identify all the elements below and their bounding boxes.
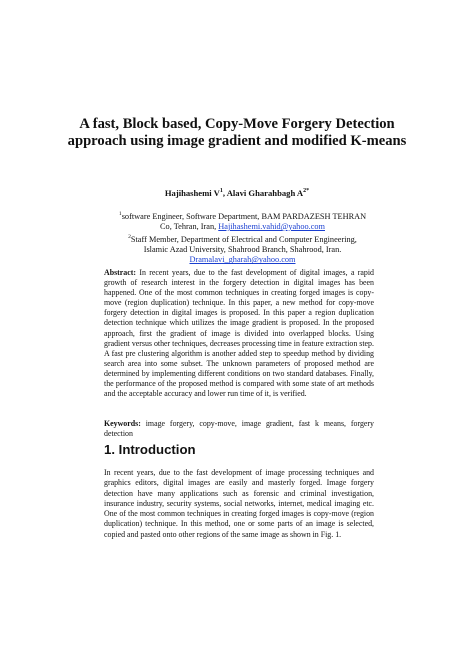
author-line (60, 188, 414, 198)
abstract-paragraph-2: A fast pre clustering algorithm is another added step to speedup method by dividing search area into some subset. The unknown parameters of proposed method are determined by implementing different conditions on two standard databases. Finally, the performance of the proposed method is compared with some state of art methods and the acceptable accuracy and lower run time of it, is verified. (104, 348, 374, 399)
affiliation-1-email-link[interactable]: Hajihashemi.vahid@yahoo.com (218, 221, 325, 231)
affiliation-2-mark: 2 (128, 234, 131, 241)
author-1-affil-mark: 1 (219, 188, 223, 195)
affiliations (115, 209, 370, 266)
keywords-label: Keywords: (104, 419, 141, 428)
affiliation-2-text: Staff Member, Department of Electrical and Computer Engineering, Islamic Azad University, Shahrood Branch, Shahrood, Iran. (130, 234, 357, 255)
affiliation-1-mark: 1 (118, 211, 122, 217)
affiliation-2-email-link[interactable]: Dramalavi_gharah@yahoo.com (189, 255, 296, 265)
introduction-paragraph: In recent years, due to the fast development of image processing techniques and graphics editors, digital images are easily and masterly forged. Image forgery detection have many applications such as forensic and criminal investigation, insurance industry, security systems, social networks, internet, medical imaging etc. One of the most common techniques in creating forged images is copy-move (region duplication) technique. In this method, one or some parts of an image is selected, copied and pasted onto other regions of the same image as shown in Fig. 1. (104, 468, 374, 539)
keywords (104, 419, 374, 439)
author-2-affil-mark: 2* (303, 188, 310, 195)
affiliation-2 (115, 232, 370, 265)
paper-title: A fast, Block based, Copy-Move Forgery Detection approach using image gradient and modified K-means (67, 116, 407, 149)
affiliation-1-text: software Engineer, Software Department, BAM PARDAZESH TEHRAN Co, Tehran, Iran, (121, 211, 367, 231)
abstract-text-1: In recent years, due to the fast development of digital images, a rapid growth of research interest in the forgery detection in digital images has been happened. One of the most common techniques in creating forged images is copy-move (region duplication) technique. In this paper, a new method for copy-move forgery detection in digital images is proposed. In this paper a region duplication detection technique which utilizes the image gradient is proposed. In the proposed approach, first the gradient of image is divided into overlapped blocks. Using gradient versus other techniques, decreases processing time in feature extraction step. (104, 268, 374, 348)
keywords-text: image forgery, copy-move, image gradient, fast k means, forgery detection (104, 419, 374, 439)
section-heading-introduction: 1. Introduction (104, 442, 196, 457)
author-2: Alavi Gharahbagh A (226, 188, 304, 198)
author-1: Hajihashemi V (164, 188, 220, 198)
author-separator: , (222, 188, 227, 198)
abstract-paragraph-1 (104, 268, 374, 349)
abstract (104, 268, 374, 399)
abstract-label: Abstract: (104, 268, 136, 277)
affiliation-1 (115, 209, 370, 232)
